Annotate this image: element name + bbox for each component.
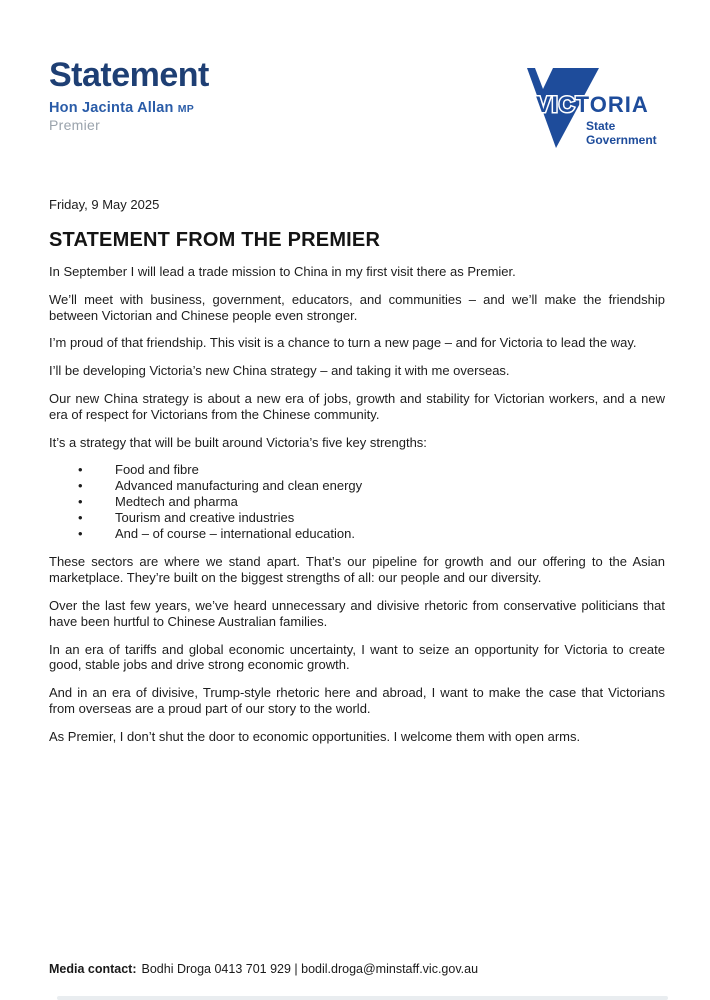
victoria-state-government-logo [512,58,667,153]
logo-tagline-government: Government [586,133,657,147]
logo-wordmark: VICTORIA [536,92,649,117]
document-content [0,197,710,745]
document-title: STATEMENT FROM THE PREMIER [49,229,381,251]
paragraph: We’ll meet with business, government, educators, and communities – and we’ll make the friendship between Victorian and Chinese people even stronger. [49,291,665,323]
paragraph: These sectors are where we stand apart. That’s our pipeline for growth and our offering to the Asian marketplace. They’re built on the biggest strengths of all: our people and our diversity. [49,554,665,586]
bullet-item: • Advanced manufacturing and clean energy [49,478,665,494]
page-bottom-edge [57,996,668,1000]
bullet-item: • Medtech and pharma [49,494,665,510]
masthead [49,58,209,133]
paragraph: I’ll be developing Victoria’s new China strategy – and taking it with me overseas. [49,363,510,379]
media-contact-details: Bodhi Droga 0413 701 929 | bodil.droga@minstaff.vic.gov.au [141,962,479,976]
bullet-list [49,462,665,542]
paragraph: Our new China strategy is about a new era of jobs, growth and stability for Victorian workers, and a new era of respect for Victorians from the Chinese community. [49,390,665,422]
paragraph: In an era of tariffs and global economic uncertainty, I want to seize an opportunity for Victoria to create good, stable jobs and drive strong economic growth. [49,641,665,673]
bullet-item: • Food and fibre [49,462,665,478]
paragraph: Over the last few years, we’ve heard unnecessary and divisive rhetoric from conservative politicians that have been hurtful to Chinese Australian families. [49,597,665,629]
paragraph: As Premier, I don’t shut the door to economic opportunities. I welcome them with open arms. [49,728,581,744]
media-contact-label: Media contact: [49,962,137,976]
author-line [49,100,209,116]
paragraph: And in an era of divisive, Trump-style rhetoric here and abroad, I want to make the case that Victorians from overseas are a proud part of our story to the world. [49,685,665,716]
bullet-item: • Tourism and creative industries [49,510,665,526]
page-header [0,0,710,153]
paragraph: I’m proud of that friendship. This visit is a chance to turn a new page – and for Victoria to lead the way. [49,335,637,351]
logo-tagline-state: State [586,119,616,133]
author-role: Premier [49,116,101,133]
document-body [49,264,665,745]
media-contact [49,962,478,976]
document-date: Friday, 9 May 2025 [49,197,160,212]
paragraph: It’s a strategy that will be built around Victoria’s five key strengths: [49,434,427,450]
author-name: Hon Jacinta Allan [49,99,174,116]
masthead-title: Statement [49,56,209,94]
author-postnominal: MP [177,102,195,115]
paragraph: In September I will lead a trade mission to China in my first visit there as Premier. [49,264,516,279]
bullet-item: • And – of course – international education. [49,526,665,542]
